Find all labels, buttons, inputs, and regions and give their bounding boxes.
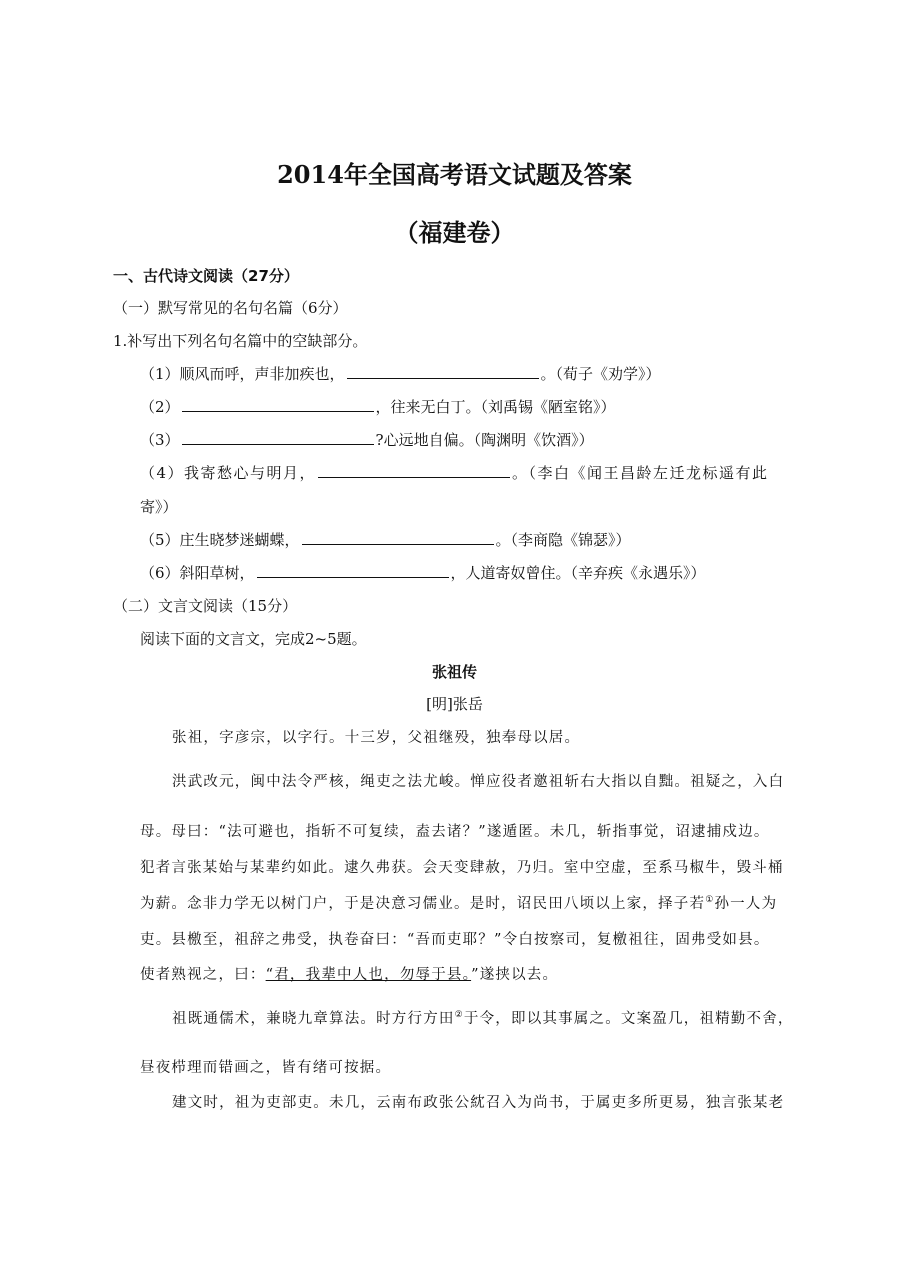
passage-line: 犯者言张某始与某辈约如此。逮久弗获。会天变肆赦，乃归。室中空虚，至系马椒牛，毁斗桶 bbox=[140, 860, 784, 876]
passage-line: 昼夜栉理而错画之，皆有绪可按据。 bbox=[140, 1060, 392, 1076]
passage-line: 建文时，祖为吏部吏。未几，云南布政张公紞召入为尚书，于属吏多所更易，独言张某老 bbox=[172, 1095, 785, 1111]
fill-item-6: （6）斜阳草树， ，人道寄奴曾住。（辛弃疾《永遇乐》） bbox=[140, 564, 706, 582]
answer-blank[interactable] bbox=[318, 463, 510, 478]
answer-blank[interactable] bbox=[257, 563, 449, 578]
page-title: 2014年全国高考语文试题及答案 bbox=[277, 160, 632, 189]
part-heading: （二）文言文阅读（15分） bbox=[113, 597, 298, 615]
page-subtitle: （福建卷） bbox=[394, 218, 515, 247]
part-heading: （一）默写常见的名句名篇（6分） bbox=[113, 299, 348, 317]
passage-line: 为薪。念非力学无以树门户，于是决意习儒业。是时，诏民田八顷以上家，择子若①孙一人为 bbox=[140, 895, 778, 912]
passage-line: 张祖，字彦宗，以字行。十三岁，父祖继殁，独奉母以居。 bbox=[172, 730, 581, 746]
underlined-sentence: “君，我辈中人也，勿辱于县。 bbox=[265, 967, 472, 983]
fill-item-3: （3） ?心远地自偏。（陶渊明《饮酒》） bbox=[140, 431, 594, 449]
answer-blank[interactable] bbox=[302, 530, 494, 545]
fill-item-5: （5）庄生晓梦迷蝴蝶， 。（李商隐《锦瑟》） bbox=[140, 531, 631, 549]
answer-blank[interactable] bbox=[182, 397, 374, 412]
fill-item-1: （1）顺风而呼，声非加疾也， 。（荀子《劝学》） bbox=[140, 365, 661, 383]
passage-author: [明]张岳 bbox=[426, 695, 483, 713]
section-heading: 一、古代诗文阅读（27分） bbox=[113, 267, 299, 285]
fill-item-4-cont: 寄》） bbox=[140, 498, 178, 516]
question-1: 1.补写出下列名句名篇中的空缺部分。 bbox=[113, 332, 368, 350]
passage-line: 祖既通儒术，兼晓九章算法。时方行方田②于令，即以其事属之。文案盈几，祖精勤不舍， bbox=[172, 1010, 794, 1027]
fill-item-4: （4）我寄愁心与明月， 。（李白《闻王昌龄左迁龙标遥有此 bbox=[140, 464, 769, 482]
fill-item-2: （2） ，往来无白丁。（刘禹锡《陋室铭》） bbox=[140, 398, 616, 416]
passage-line: 洪武改元，闽中法令严核，绳吏之法尤峻。惮应役者邀祖斩右大指以自黜。祖疑之，入白 bbox=[172, 774, 785, 790]
passage-line: 吏。县檄至，祖辞之弗受，执卷奋曰：“吾而吏耶？”令白按察司，复檄祖往，固弗受如县。 bbox=[140, 932, 770, 948]
passage-line: 母。母曰：“法可避也，指斩不可复续，盍去诸？”遂遁匿。未几，斩指事觉，诏逮捕戍边。 bbox=[140, 824, 770, 840]
instruction: 阅读下面的文言文，完成2~5题。 bbox=[140, 630, 367, 648]
passage-line: 使者熟视之，曰：“君，我辈中人也，勿辱于县。”遂挟以去。 bbox=[140, 967, 559, 983]
answer-blank[interactable] bbox=[347, 364, 539, 379]
answer-blank[interactable] bbox=[182, 430, 374, 445]
passage-title: 张祖传 bbox=[431, 663, 477, 681]
